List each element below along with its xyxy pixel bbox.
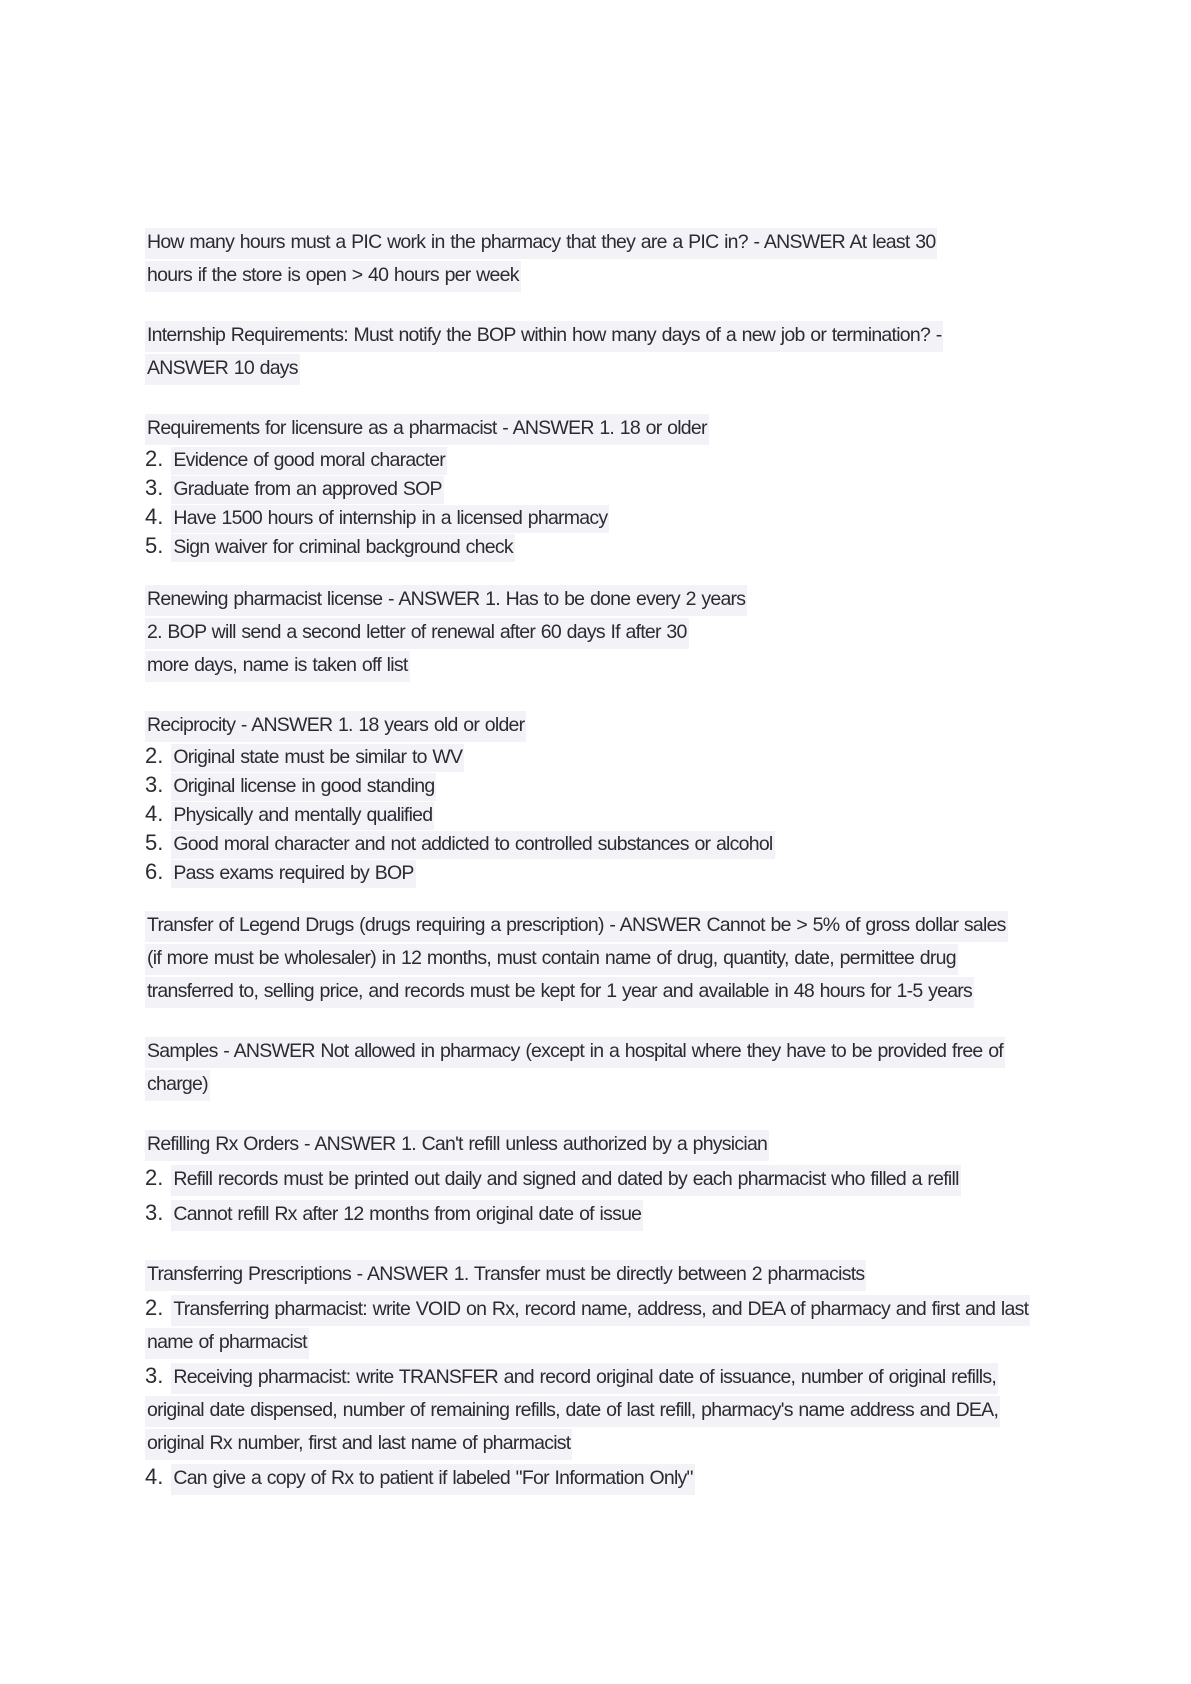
- list-number: 4.: [145, 1464, 164, 1489]
- qa-question: Reciprocity - ANSWER 1. 18 years old or older: [145, 711, 526, 742]
- list-item: [145, 503, 1055, 532]
- qa-text: How many hours must a PIC work in the pharmacy that they are a PIC in? - ANSWER At least 30 hours if the store is open > 40 hours per week: [145, 228, 937, 292]
- list-text: Pass exams required by BOP: [171, 860, 415, 888]
- qa-transferring-prescriptions: [145, 1258, 1045, 1495]
- list-number: 2.: [145, 446, 164, 471]
- list-text: Sign waiver for criminal background check: [171, 534, 515, 562]
- qa-line: 2. BOP will send a second letter of renewal after 60 days If after 30: [145, 618, 689, 649]
- qa-legend-drugs-transfer: [145, 909, 1025, 1008]
- list-number: 2.: [145, 1295, 164, 1320]
- list-text: Physically and mentally qualified: [171, 802, 434, 830]
- list-text: Transferring pharmacist: write VOID on Rx, record name, address, and DEA of pharmacy and first and last name of pharmacist: [145, 1295, 1030, 1359]
- list-item: [145, 771, 1055, 800]
- qa-text: Samples - ANSWER Not allowed in pharmacy (except in a hospital where they have to be provided free of charge): [145, 1037, 1005, 1101]
- list-item: [145, 474, 1055, 503]
- list-number: 2.: [145, 743, 164, 768]
- list-number: 3.: [145, 1363, 164, 1388]
- list-number: 5.: [145, 533, 164, 558]
- qa-question: Refilling Rx Orders - ANSWER 1. Can't refill unless authorized by a physician: [145, 1130, 769, 1161]
- list-item: [145, 829, 1055, 858]
- list-text: Have 1500 hours of internship in a licensed pharmacy: [171, 505, 609, 533]
- qa-question: Transferring Prescriptions - ANSWER 1. Transfer must be directly between 2 pharmacists: [145, 1260, 866, 1291]
- qa-licensure-requirements: [145, 412, 1055, 561]
- list-item: [145, 1196, 1005, 1231]
- list-number: 3.: [145, 772, 164, 797]
- list-text: Cannot refill Rx after 12 months from original date of issue: [171, 1200, 643, 1231]
- qa-question: Renewing pharmacist license - ANSWER 1. Has to be done every 2 years: [145, 585, 747, 616]
- list-text: Original state must be similar to WV: [171, 744, 464, 772]
- list-number: 4.: [145, 504, 164, 529]
- list-item: [145, 858, 1055, 887]
- list-item: [145, 532, 1055, 561]
- qa-text: Transfer of Legend Drugs (drugs requiring a prescription) - ANSWER Cannot be > 5% of gross dollar sales (if more must be wholesaler) in 12 months, must contain name of drug, quantity, date, permittee drug transferred to, selling price, and records must be kept for 1 year and available in 48 hours for 1-5 years: [145, 911, 1008, 1008]
- qa-samples: [145, 1035, 1025, 1101]
- qa-question: Requirements for licensure as a pharmacist - ANSWER 1. 18 or older: [145, 414, 709, 445]
- list-text: Receiving pharmacist: write TRANSFER and record original date of issuance, number of original refills, original date dispensed, number of remaining refills, date of last refill, pharmacy's name address and DEA, original Rx number, first and last name of pharmacist: [145, 1363, 1000, 1460]
- list-number: 6.: [145, 859, 164, 884]
- list-item: [145, 1291, 1045, 1359]
- list-text: Can give a copy of Rx to patient if labeled "For Information Only": [171, 1464, 694, 1495]
- qa-internship-notify: [145, 319, 995, 385]
- list-number: 5.: [145, 830, 164, 855]
- list-number: 2.: [145, 1165, 164, 1190]
- list-number: 3.: [145, 1200, 164, 1225]
- qa-renewing-license: [145, 583, 1055, 682]
- list-item: [145, 742, 1055, 771]
- list-text: Evidence of good moral character: [171, 447, 447, 475]
- list-item: [145, 1359, 1045, 1460]
- list-text: Good moral character and not addicted to controlled substances or alcohol: [171, 831, 774, 859]
- qa-pic-hours: [145, 226, 965, 292]
- document-body: [145, 226, 1055, 1522]
- qa-text: Internship Requirements: Must notify the BOP within how many days of a new job or termination? - ANSWER 10 days: [145, 321, 943, 385]
- list-item: [145, 445, 1055, 474]
- list-item: [145, 1460, 1045, 1495]
- list-text: Original license in good standing: [171, 773, 436, 801]
- qa-line: more days, name is taken off list: [145, 651, 410, 682]
- list-item: [145, 800, 1055, 829]
- list-text: Graduate from an approved SOP: [171, 476, 443, 504]
- list-number: 3.: [145, 475, 164, 500]
- qa-reciprocity: [145, 709, 1055, 887]
- qa-refilling-rx: [145, 1128, 1005, 1231]
- list-text: Refill records must be printed out daily and signed and dated by each pharmacist who filled a refill: [171, 1165, 960, 1196]
- list-number: 4.: [145, 801, 164, 826]
- list-item: [145, 1161, 1005, 1196]
